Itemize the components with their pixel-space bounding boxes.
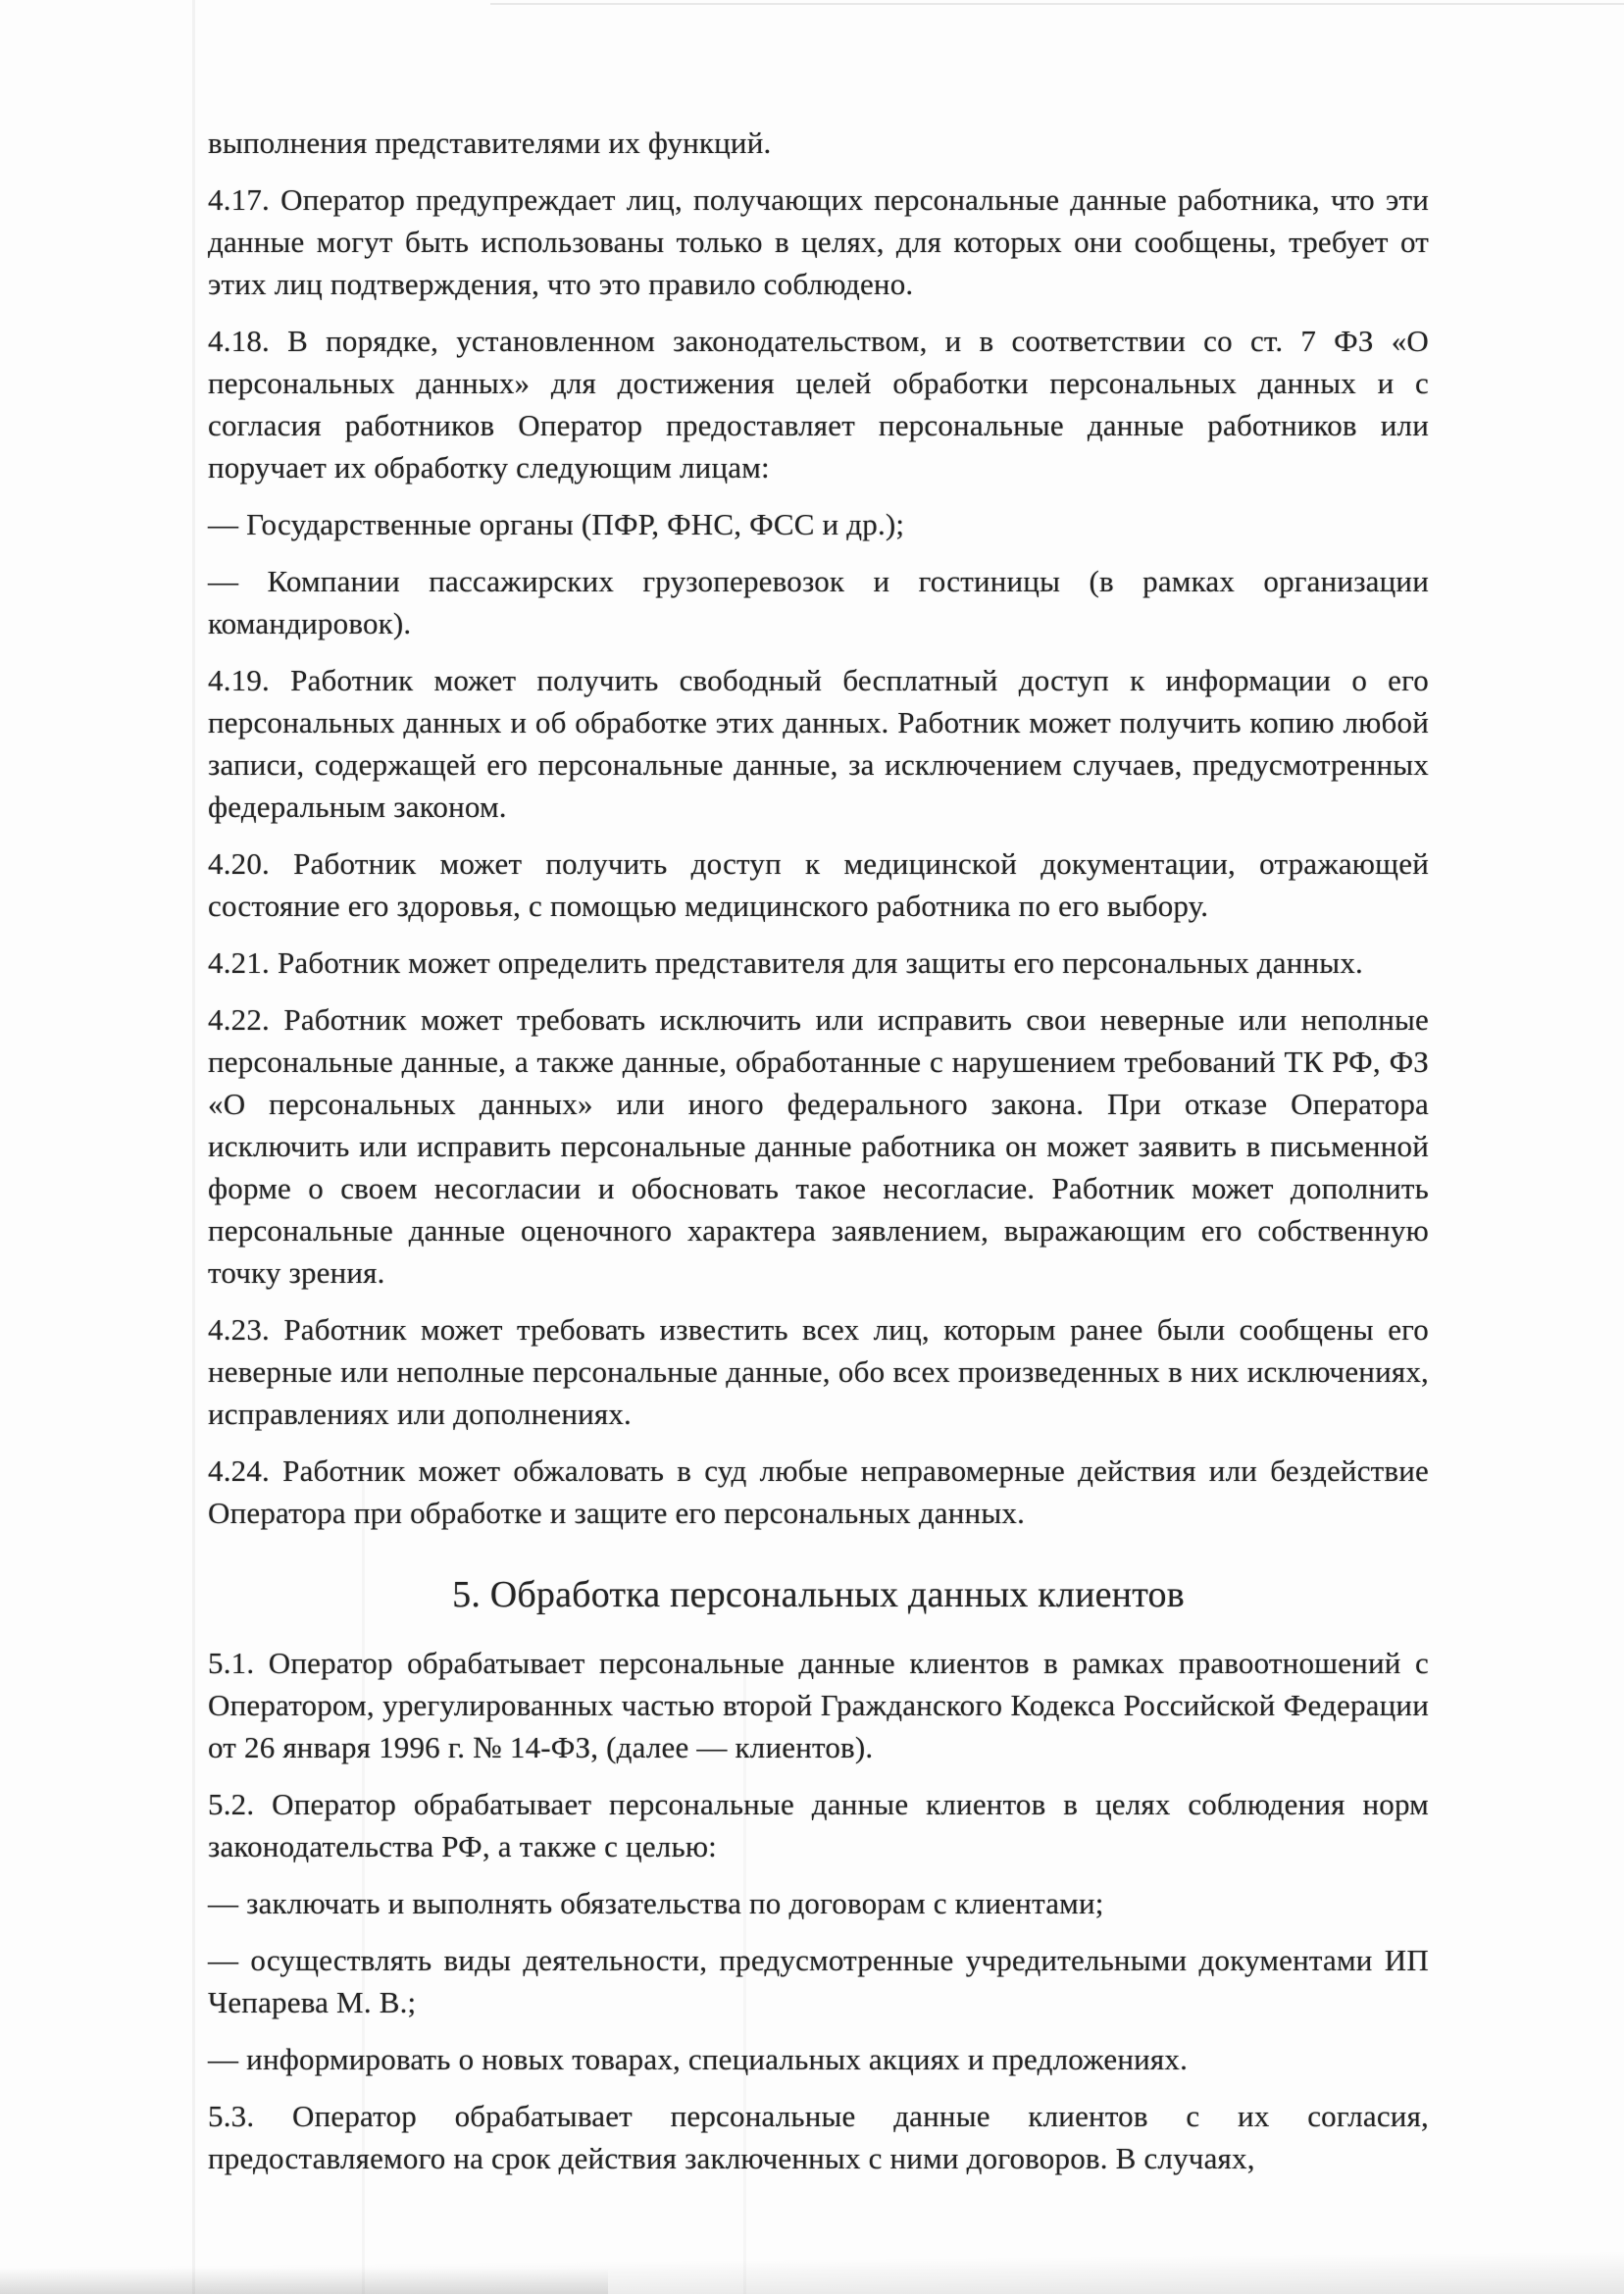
scan-bottom-shadow [0,2251,1624,2294]
paragraph: — Государственные органы (ПФР, ФНС, ФСС и др.); [208,507,905,541]
paragraph: 4.22. Работник может требовать исключить или исправить свои неверные или неполные персональные данные, а также данные, обработанные с нарушением требований ТК РФ, ФЗ «О персональных данных» или иного федерального закона. При отказе Оператора исключить или исправить персональные данные работника он может заявить в письменной форме о своем несогласии и обосновать такое несогласие. Работник может дополнить персональные данные оценочного характера заявлением, выражающим его собственную точку зрения. [208,1002,1429,1290]
paragraph: 5.3. Оператор обрабатывает персональные данные клиентов с их согласия, предоставляемого на срок действия заключенных с ними договоров. В случаях, [208,2099,1429,2175]
paragraph: 4.17. Оператор предупреждает лиц, получающих персональные данные работника, что эти данные могут быть использованы только в целях, для которых они сообщены, требует от этих лиц подтверждения, что это правило соблюдено. [208,182,1429,301]
paragraph: 5.2. Оператор обрабатывает персональные данные клиентов в целях соблюдения норм законодательства РФ, а также с целью: [208,1787,1429,1863]
section-heading: 5. Обработка персональных данных клиентов [452,1574,1185,1615]
paragraph: 5.1. Оператор обрабатывает персональные данные клиентов в рамках правоотношений с Оператором, урегулированных частью второй Гражданского Кодекса Российской Федерации от 26 января 1996 г. № 14-ФЗ, (далее — клиентов). [208,1646,1429,1764]
paragraph: 4.21. Работник может определить представителя для защиты его персональных данных. [208,945,1363,980]
paragraph: 4.24. Работник может обжаловать в суд любые неправомерные действия или бездействие Оператора при обработке и защите его персональных данных. [208,1453,1429,1530]
scan-fold-line [192,0,195,2294]
paragraph: 4.23. Работник может требовать известить всех лиц, которым ранее были сообщены его неверные или неполные персональные данные, обо всех произведенных в них исключениях, исправлениях или дополнениях. [208,1312,1429,1431]
paragraph: 4.20. Работник может получить доступ к медицинской документации, отражающей состояние его здоровья, с помощью медицинского работника по его выбору. [208,846,1429,923]
paragraph: — осуществлять виды деятельности, предусмотренные учредительными документами ИП Чепарева М. В.; [208,1943,1429,2019]
paragraph: 4.18. В порядке, установленном законодательством, и в соответствии со ст. 7 ФЗ «О персональных данных» для достижения целей обработки персональных данных и с согласия работников Оператор предоставляет персональные данные работников или поручает их обработку следующим лицам: [208,324,1429,484]
paragraph: 4.19. Работник может получить свободный бесплатный доступ к информации о его персональных данных и об обработке этих данных. Работник может получить копию любой записи, содержащей его персональные данные, за исключением случаев, предусмотренных федеральным законом. [208,663,1429,824]
scan-top-edge-line [490,3,1624,5]
paragraph: — информировать о новых товарах, специальных акциях и предложениях. [208,2042,1189,2076]
document-content [208,122,1429,2194]
paragraph: выполнения представителями их функций. [208,126,772,160]
scan-bottom-shadow-left [0,2269,608,2294]
paragraph: — заключать и выполнять обязательства по договорам с клиентами; [208,1886,1104,1920]
paragraph: — Компании пассажирских грузоперевозок и гостиницы (в рамках организации командировок). [208,564,1429,640]
